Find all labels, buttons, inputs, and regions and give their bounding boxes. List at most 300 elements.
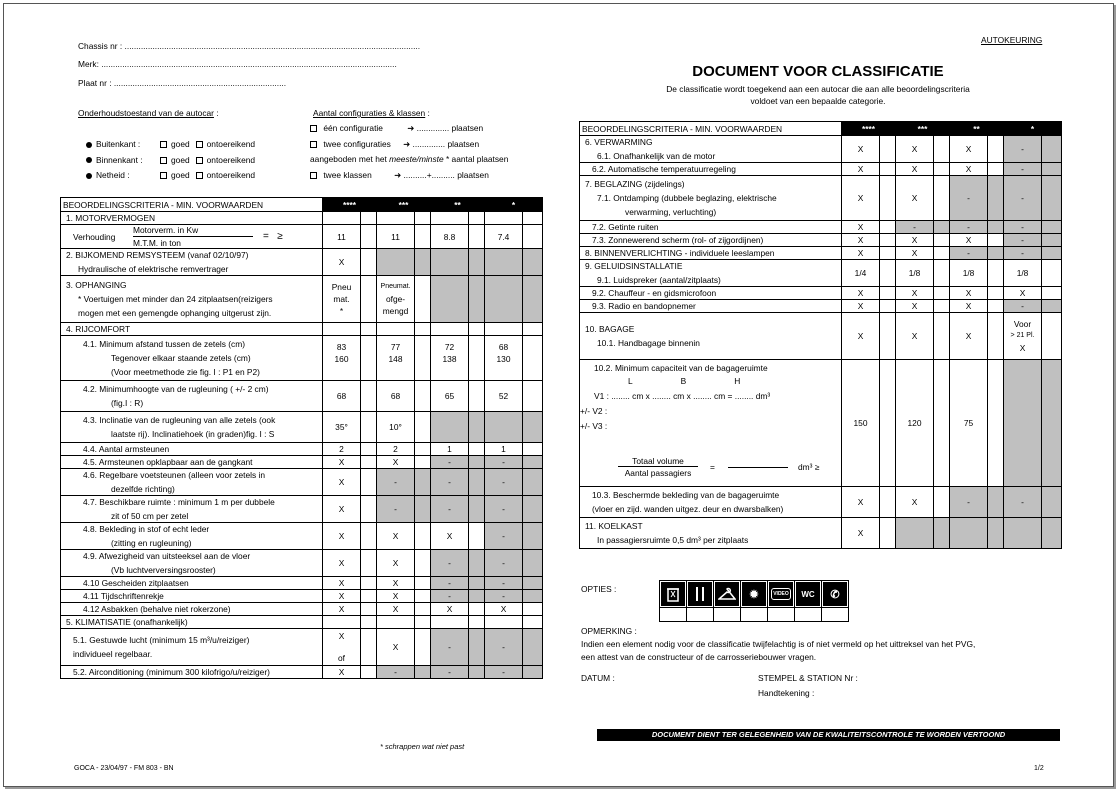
criteria-label: 4.1. Minimum afstand tussen de zetels (cm) Tegenover elkaar staande zetels (cm) (Voor meetmethode zie fig. I : P1 en P2) (61, 336, 323, 381)
check-cell[interactable] (415, 456, 431, 469)
check-cell[interactable] (415, 666, 431, 679)
check-cell[interactable] (880, 136, 896, 163)
bad-checkbox[interactable] (196, 141, 203, 148)
check-cell[interactable] (880, 300, 896, 313)
check-cell[interactable] (469, 212, 485, 225)
rating-cell (323, 323, 361, 336)
check-cell[interactable] (1042, 260, 1062, 287)
check-cell[interactable] (934, 360, 950, 487)
check-cell[interactable] (361, 577, 377, 590)
check-cell[interactable] (1042, 247, 1062, 260)
criteria-label: 4.12 Asbakken (behalve niet rokerzone) (61, 603, 323, 616)
rating-cell (485, 323, 523, 336)
check-cell[interactable] (988, 247, 1004, 260)
gear-icon: ✹ (742, 582, 766, 606)
check-cell[interactable] (880, 163, 896, 176)
rating-cell: X (377, 629, 415, 666)
check-cell[interactable] (523, 276, 543, 323)
check-cell[interactable] (1042, 487, 1062, 518)
check-cell[interactable] (880, 234, 896, 247)
rating-cell: X (323, 456, 361, 469)
plaat-dots: .......................................................................... (113, 78, 287, 88)
check-cell[interactable] (523, 496, 543, 523)
check-cell[interactable] (523, 336, 543, 381)
table-row (61, 666, 543, 679)
maintenance-row: Binnenkant : goed ontoereikend (86, 155, 255, 165)
option-check-6[interactable] (795, 608, 822, 622)
check-cell[interactable] (880, 487, 896, 518)
check-cell[interactable] (469, 523, 485, 550)
check-cell[interactable] (361, 666, 377, 679)
rating-cell (377, 249, 415, 276)
check-cell[interactable] (361, 323, 377, 336)
check-cell[interactable] (469, 616, 485, 629)
capacity-cell: 10.2. Minimum capaciteit van de bagageruimte L B H V1 : ........ cm x ........ cm x ........ cm = ........ dm³ +/- V2 : +/- V3 : Totaal volume Aantal passagiers = dm³ ≥ (580, 360, 842, 487)
check-cell[interactable] (988, 260, 1004, 287)
table-row (61, 523, 543, 550)
criteria-label: 5. KLIMATISATIE (onafhankelijk) (61, 616, 323, 629)
rating-cell: 77 148 (377, 336, 415, 381)
check-cell[interactable] (988, 287, 1004, 300)
rating-cell: - (431, 590, 469, 603)
criteria-label: 4.6. Regelbare voetsteunen (alleen voor zetels in dezelfde richting) (61, 469, 323, 496)
check-cell[interactable] (1042, 176, 1062, 221)
option-check-3[interactable] (714, 608, 741, 622)
remark-line-1: Indien een element nodig voor de classificatie twijfelachtig is of niet vermeld op het uittreksel van het PVG, (581, 639, 976, 649)
check-cell[interactable] (415, 496, 431, 523)
check-cell[interactable] (415, 323, 431, 336)
criteria-label: 10. BAGAGE 10.1. Handbagage binnenin (580, 313, 842, 360)
rating-cell: 2 (377, 443, 415, 456)
check-cell[interactable] (469, 323, 485, 336)
check-cell[interactable] (880, 247, 896, 260)
check-cell[interactable] (523, 412, 543, 443)
check-cell[interactable] (415, 577, 431, 590)
rating-cell: - (485, 496, 523, 523)
check-cell[interactable] (1042, 234, 1062, 247)
check-cell[interactable] (523, 381, 543, 412)
rating-cell: X (842, 287, 880, 300)
check-cell[interactable] (988, 234, 1004, 247)
criteria-label: 4.11 Tijdschriftenrekje (61, 590, 323, 603)
check-cell[interactable] (361, 443, 377, 456)
check-cell[interactable] (880, 260, 896, 287)
table-row (580, 313, 1062, 360)
merk-field[interactable] (78, 59, 397, 69)
check-cell[interactable] (361, 412, 377, 443)
configs-title: Aantal configuraties & klassen : (313, 108, 430, 118)
config-one-row[interactable]: één configuratie ➜ .............. plaatsen (304, 123, 483, 133)
check-cell[interactable] (469, 276, 485, 323)
rating-cell: X (950, 313, 988, 360)
check-cell[interactable] (361, 336, 377, 381)
table-row (61, 496, 543, 523)
form-code: GOCA - 23/04/97 - FM 803 - BN (74, 765, 174, 772)
rating-cell: 1 (485, 443, 523, 456)
rating-cell (485, 249, 523, 276)
check-cell[interactable] (415, 276, 431, 323)
table-row (61, 456, 543, 469)
check-cell[interactable] (1042, 287, 1062, 300)
check-cell[interactable] (523, 577, 543, 590)
good-checkbox[interactable] (160, 157, 167, 164)
config-offered-text: aangeboden met het meeste/minste * aantal plaatsen (310, 154, 509, 164)
options-label: OPTIES : (581, 584, 617, 594)
check-cell[interactable] (1042, 136, 1062, 163)
check-cell[interactable] (934, 487, 950, 518)
rating-cell: - (1004, 300, 1042, 313)
check-cell[interactable] (415, 249, 431, 276)
rating-cell: X (323, 577, 361, 590)
check-cell[interactable] (361, 590, 377, 603)
criteria-label: 4.7. Beschikbare ruimte : minimum 1 m per dubbele zit of 50 cm per zetel (61, 496, 323, 523)
option-check-1[interactable] (660, 608, 687, 622)
rating-cell: - (485, 629, 523, 666)
rating-cell: 52 (485, 381, 523, 412)
rating-cell: X (896, 176, 934, 221)
check-cell[interactable] (361, 249, 377, 276)
rating-cell: - (377, 469, 415, 496)
rating-cell: X (323, 550, 361, 577)
option-check-2[interactable] (687, 608, 714, 622)
check-cell[interactable] (523, 523, 543, 550)
check-cell[interactable] (880, 313, 896, 360)
chassis-label: Chassis nr : (78, 41, 123, 51)
rating-cell: 10° (377, 412, 415, 443)
rating-cell: X (950, 163, 988, 176)
check-cell[interactable] (415, 523, 431, 550)
merk-dots: ............................................................................................................................... (101, 59, 397, 69)
criteria-label: 4.8. Bekleding in stof of echt leder (zitting en rugleuning) (61, 523, 323, 550)
rating-cell: - (1004, 234, 1042, 247)
check-cell[interactable] (523, 590, 543, 603)
criteria-label: 9. GELUIDSINSTALLATIE 9.1. Luidspreker (aantal/zitplaats) (580, 260, 842, 287)
check-cell[interactable] (415, 603, 431, 616)
rating-cell: - (896, 221, 934, 234)
rating-cell: X (896, 487, 934, 518)
rating-cell: X (431, 523, 469, 550)
check-cell[interactable] (523, 469, 543, 496)
chassis-field[interactable] (78, 41, 420, 51)
rating-cell: X (377, 456, 415, 469)
table-row (61, 336, 543, 381)
check-cell[interactable] (469, 603, 485, 616)
check-cell[interactable] (880, 287, 896, 300)
check-cell[interactable] (523, 323, 543, 336)
check-cell[interactable] (469, 443, 485, 456)
option-check-5[interactable] (768, 608, 795, 622)
check-cell[interactable] (361, 225, 377, 249)
check-cell[interactable] (469, 469, 485, 496)
check-cell[interactable] (361, 276, 377, 323)
check-cell[interactable] (469, 381, 485, 412)
check-cell[interactable] (523, 249, 543, 276)
check-cell[interactable] (415, 212, 431, 225)
table-row (61, 212, 543, 225)
config-two-checkbox[interactable] (310, 141, 317, 148)
check-cell[interactable] (1042, 360, 1062, 487)
rating-cell: - (485, 590, 523, 603)
check-cell[interactable] (523, 616, 543, 629)
table-row (61, 412, 543, 443)
check-cell[interactable] (988, 221, 1004, 234)
table-row (61, 603, 543, 616)
table-row (61, 443, 543, 456)
footer-bar: DOCUMENT DIENT TER GELEGENHEID VAN DE KWALITEITSCONTROLE TE WORDEN VERTOOND (597, 729, 1060, 741)
check-cell[interactable] (361, 469, 377, 496)
criteria-label: 11. KOELKAST In passagiersruimte 0,5 dm³ per zitplaats (580, 518, 842, 549)
check-cell[interactable] (934, 260, 950, 287)
criteria-label: 4.3. Inclinatie van de rugleuning van alle zetels (ook laatste rij). Inclinatiehoek (in graden)fig. I : S (61, 412, 323, 443)
table-row (580, 234, 1062, 247)
criteria-label: 2. BIJKOMEND REMSYSTEEM (vanaf 02/10/97) Hydraulische of elektrische remvertrager (61, 249, 323, 276)
rating-cell: 120 (896, 360, 934, 487)
table-row (61, 323, 543, 336)
video-icon: VIDEO (769, 582, 793, 606)
table-row (61, 249, 543, 276)
table-header (61, 198, 543, 212)
page-number: 1/2 (1034, 765, 1044, 772)
rating-cell (431, 323, 469, 336)
check-cell[interactable] (934, 163, 950, 176)
good-checkbox[interactable] (160, 172, 167, 179)
criteria-label: 4.5. Armsteunen opklapbaar aan de gangkant (61, 456, 323, 469)
criteria-label: 7.3. Zonnewerend scherm (rol- of zijgordijnen) (580, 234, 842, 247)
criteria-label: 4.10 Gescheiden zitplaatsen (61, 577, 323, 590)
table-row (580, 176, 1062, 221)
check-cell[interactable] (469, 412, 485, 443)
table-row (580, 287, 1062, 300)
check-cell[interactable] (361, 629, 377, 666)
check-cell[interactable] (415, 590, 431, 603)
rating-cell: X (377, 550, 415, 577)
rating-cell: - (1004, 176, 1042, 221)
check-cell[interactable] (934, 300, 950, 313)
table-row (61, 616, 543, 629)
table-row (61, 590, 543, 603)
date-label: DATUM : (581, 673, 615, 683)
check-cell[interactable] (523, 456, 543, 469)
rating-cell: X (896, 300, 934, 313)
check-cell[interactable] (523, 225, 543, 249)
plaat-label: Plaat nr : (78, 78, 112, 88)
rating-cell: - (1004, 221, 1042, 234)
check-cell[interactable] (1042, 221, 1062, 234)
maintenance-title: Onderhoudstoestand van de autocar : (78, 108, 219, 118)
check-cell[interactable] (523, 629, 543, 666)
table-row (580, 163, 1062, 176)
bad-checkbox[interactable] (196, 157, 203, 164)
table-row (61, 276, 543, 323)
check-cell[interactable] (361, 523, 377, 550)
rating-cell: X (377, 523, 415, 550)
check-cell[interactable] (469, 336, 485, 381)
chassis-dots: ............................................................................................................................... (124, 41, 421, 51)
table-row (61, 381, 543, 412)
check-cell[interactable] (988, 136, 1004, 163)
check-cell[interactable] (415, 443, 431, 456)
rating-cell (1004, 518, 1042, 549)
rating-cell: - (1004, 247, 1042, 260)
check-cell[interactable] (361, 496, 377, 523)
check-cell[interactable] (934, 287, 950, 300)
check-cell[interactable] (469, 666, 485, 679)
options-icons (659, 580, 849, 622)
check-cell[interactable] (415, 469, 431, 496)
phone-icon: ✆ (823, 582, 847, 606)
star-header-3: ** (950, 122, 1004, 136)
rating-cell (377, 616, 415, 629)
check-cell[interactable] (469, 225, 485, 249)
check-cell[interactable] (469, 629, 485, 666)
rating-cell: X (950, 287, 988, 300)
rating-cell (485, 276, 523, 323)
rating-cell (1004, 360, 1042, 487)
rating-cell: X (842, 176, 880, 221)
check-cell[interactable] (469, 590, 485, 603)
check-cell[interactable] (415, 412, 431, 443)
check-cell[interactable] (934, 313, 950, 360)
check-cell[interactable] (988, 487, 1004, 518)
check-cell[interactable] (934, 247, 950, 260)
check-cell[interactable] (988, 313, 1004, 360)
rating-cell: - (485, 469, 523, 496)
check-cell[interactable] (934, 221, 950, 234)
rating-cell: X (431, 603, 469, 616)
check-cell[interactable] (523, 550, 543, 577)
check-cell[interactable] (880, 360, 896, 487)
check-cell[interactable] (415, 550, 431, 577)
check-cell[interactable] (880, 518, 896, 549)
rating-cell: X (896, 313, 934, 360)
check-cell[interactable] (880, 221, 896, 234)
check-cell[interactable] (361, 603, 377, 616)
star-header-3: ** (431, 198, 485, 212)
check-cell[interactable] (988, 518, 1004, 549)
rating-cell: X (323, 249, 361, 276)
check-cell[interactable] (469, 249, 485, 276)
check-cell[interactable] (934, 136, 950, 163)
check-cell[interactable] (361, 381, 377, 412)
check-cell[interactable] (523, 603, 543, 616)
check-cell[interactable] (469, 496, 485, 523)
criteria-label: 4.4. Aantal armsteunen (61, 443, 323, 456)
check-cell[interactable] (361, 456, 377, 469)
check-cell[interactable] (1042, 518, 1062, 549)
check-cell[interactable] (415, 336, 431, 381)
rating-cell: X (323, 469, 361, 496)
criteria-label: Verhouding Motorverm. in Kw M.T.M. in ton = ≥ (61, 225, 323, 249)
rating-cell: X (896, 136, 934, 163)
hanger-icon (715, 582, 739, 606)
check-cell[interactable] (469, 577, 485, 590)
config-classes-checkbox[interactable] (310, 172, 317, 179)
table-row (61, 550, 543, 577)
rating-cell: X (896, 287, 934, 300)
config-two-row[interactable]: twee configuraties ➜ .............. plaatsen (304, 139, 479, 149)
table-row (580, 487, 1062, 518)
criteria-label: 10.3. Beschermde bekleding van de bagageruimte (vloer en zijd. wanden uitgez. deur en dwarsbalken) (580, 487, 842, 518)
check-cell[interactable] (1042, 163, 1062, 176)
check-cell[interactable] (934, 176, 950, 221)
check-cell[interactable] (934, 518, 950, 549)
rating-cell: 150 (842, 360, 880, 487)
config-one-checkbox[interactable] (310, 125, 317, 132)
rating-cell (896, 518, 934, 549)
check-cell[interactable] (523, 666, 543, 679)
rating-cell: X (896, 247, 934, 260)
star-header-4: * (1004, 122, 1062, 136)
rating-cell (431, 249, 469, 276)
rating-cell: 1/4 (842, 260, 880, 287)
rating-cell: - (431, 666, 469, 679)
rating-cell: X (950, 234, 988, 247)
remark-line-2: een attest van de constructeur of de carrosseriebouwer vragen. (581, 652, 817, 662)
good-checkbox[interactable] (160, 141, 167, 148)
rating-cell: X (323, 523, 361, 550)
check-cell[interactable] (415, 381, 431, 412)
rating-cell: - (485, 666, 523, 679)
check-cell[interactable] (361, 550, 377, 577)
check-cell[interactable] (523, 443, 543, 456)
rating-cell (377, 323, 415, 336)
trash-icon (661, 582, 685, 606)
plaat-field[interactable] (78, 78, 286, 88)
check-cell[interactable] (469, 456, 485, 469)
rating-cell (431, 616, 469, 629)
check-cell[interactable] (988, 176, 1004, 221)
rating-cell: X (842, 221, 880, 234)
check-cell[interactable] (469, 550, 485, 577)
criteria-label: 7. BEGLAZING (zijdelings) 7.1. Ontdamping (dubbele beglazing, elektrische verwarming, verluchting) (580, 176, 842, 221)
check-cell[interactable] (415, 616, 431, 629)
criteria-header: BEOORDELINGSCRITERIA - MIN. VOORWAARDEN (61, 198, 323, 212)
check-cell[interactable] (880, 176, 896, 221)
rating-cell (485, 412, 523, 443)
check-cell[interactable] (415, 225, 431, 249)
option-check-4[interactable] (741, 608, 768, 622)
right-criteria-table (579, 121, 1062, 549)
check-cell[interactable] (934, 234, 950, 247)
rating-cell: - (950, 247, 988, 260)
check-cell[interactable] (988, 163, 1004, 176)
check-cell[interactable] (523, 212, 543, 225)
option-check-7[interactable] (822, 608, 849, 622)
criteria-label: 7.2. Getinte ruiten (580, 221, 842, 234)
check-cell[interactable] (361, 212, 377, 225)
rating-cell: X (485, 603, 523, 616)
table-row (61, 577, 543, 590)
rating-cell: 1/8 (1004, 260, 1042, 287)
rating-cell: 83 160 (323, 336, 361, 381)
bullet-icon (86, 173, 92, 179)
check-cell[interactable] (1042, 300, 1062, 313)
rating-cell: - (1004, 487, 1042, 518)
config-classes-row[interactable]: twee klassen ➜ ..........+.......... plaatsen (304, 170, 489, 180)
rating-cell: X (896, 234, 934, 247)
check-cell[interactable] (1042, 313, 1062, 360)
table-row (61, 469, 543, 496)
check-cell[interactable] (988, 360, 1004, 487)
criteria-label: 5.2. Airconditioning (minimum 300 kilofrigo/u/reiziger) (61, 666, 323, 679)
check-cell[interactable] (415, 629, 431, 666)
check-cell[interactable] (361, 616, 377, 629)
rating-cell: - (950, 176, 988, 221)
document-page (3, 3, 1114, 787)
check-cell[interactable] (988, 300, 1004, 313)
bad-checkbox[interactable] (196, 172, 203, 179)
rating-cell (323, 616, 361, 629)
